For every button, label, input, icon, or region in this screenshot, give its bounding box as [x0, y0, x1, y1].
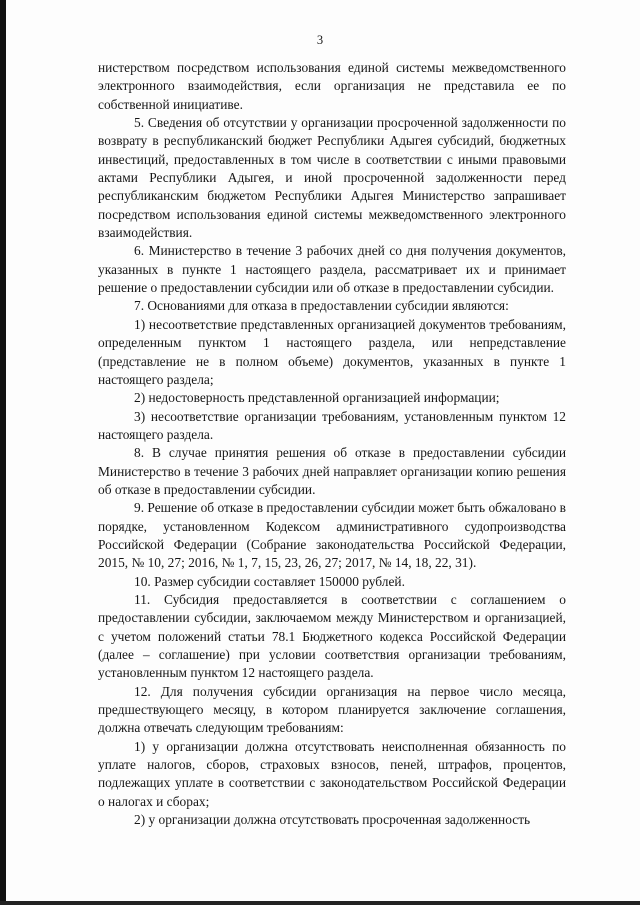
paragraph-6: 6. Министерство в течение 3 рабочих дней со дня получения документов, указанных в пункте 1 настоящего раздела, рассматривает их и принимает решение о предоставлении субсидии или об отказе в предоставлении субсидии. [98, 243, 566, 296]
paragraph-10: 10. Размер субсидии составляет 150000 рублей. [134, 573, 405, 589]
page-number: 3 [316, 33, 324, 47]
paragraph-9: 9. Решение об отказе в предоставлении субсидии может быть обжаловано в порядке, установленном Кодексом административного судопроизводства Российской Федерации (Собрание законодательства Российской Федерации, 2015, № 10, 27; 2016, № 1, 7, 15, 23, 26, 27; 2017, № 14, 18, 22, 31). [98, 500, 566, 571]
paragraph-5: 5. Сведения об отсутствии у организации просроченной задолженности по возврату в республиканский бюджет Республики Адыгея субсидий, бюджетных инвестиций, предоставленных в том числе в соответствии с иными правовыми актами Республики Адыгея, и иной просроченной задолженности перед республиканским бюджетом Республики Адыгея Министерство запрашивает посредством использования единой системы межведомственного электронного взаимодействия. [98, 115, 566, 241]
scan-edge-left [0, 0, 6, 905]
paragraph-12-item-1: 1) у организации должна отсутствовать неисполненная обязанность по уплате налогов, сборов, страховых взносов, пеней, штрафов, процентов, подлежащих уплате в соответствии с законодательством Российской Федерации о налогах и сборах; [98, 738, 566, 809]
paragraph-7-item-2: 2) недостоверность представленной организацией информации; [134, 390, 500, 406]
paragraph-12-item-2: 2) у организации должна отсутствовать просроченная задолженность [134, 812, 531, 828]
document-body [98, 59, 566, 829]
paragraph-7: 7. Основаниями для отказа в предоставлении субсидии являются: [134, 298, 509, 314]
paragraph-7-item-3: 3) несоответствие организации требованиям, установленным пунктом 12 настоящего раздела. [98, 408, 566, 442]
paragraph-continuation: нистерством посредством использования единой системы межведомственного электронного взаимодействия, если организация не представила ее по собственной инициативе. [98, 60, 566, 112]
scan-edge-bottom [0, 901, 640, 905]
paragraph-11: 11. Субсидия предоставляется в соответствии с соглашением о предоставлении субсидии, заключаемом между Министерством и организацией, с учетом положений статьи 78.1 Бюджетного кодекса Российской Федерации (далее – соглашение) при условии соответствия организации требованиям, установленным пунктом 12 настоящего раздела. [98, 591, 566, 681]
paragraph-8: 8. В случае принятия решения об отказе в предоставлении субсидии Министерство в течение 3 рабочих дней направляет организации копию решения об отказе в предоставлении субсидии. [98, 445, 566, 497]
paragraph-7-item-1: 1) несоответствие представленных организацией документов требованиям, определенным пунктом 1 настоящего раздела, или непредставление (представление не в полном объеме) документов, указанных в пункте 1 настоящего раздела; [98, 316, 566, 387]
paragraph-12: 12. Для получения субсидии организация на первое число месяца, предшествующего месяцу, в котором планируется заключение соглашения, должна отвечать следующим требованиям: [98, 683, 566, 736]
